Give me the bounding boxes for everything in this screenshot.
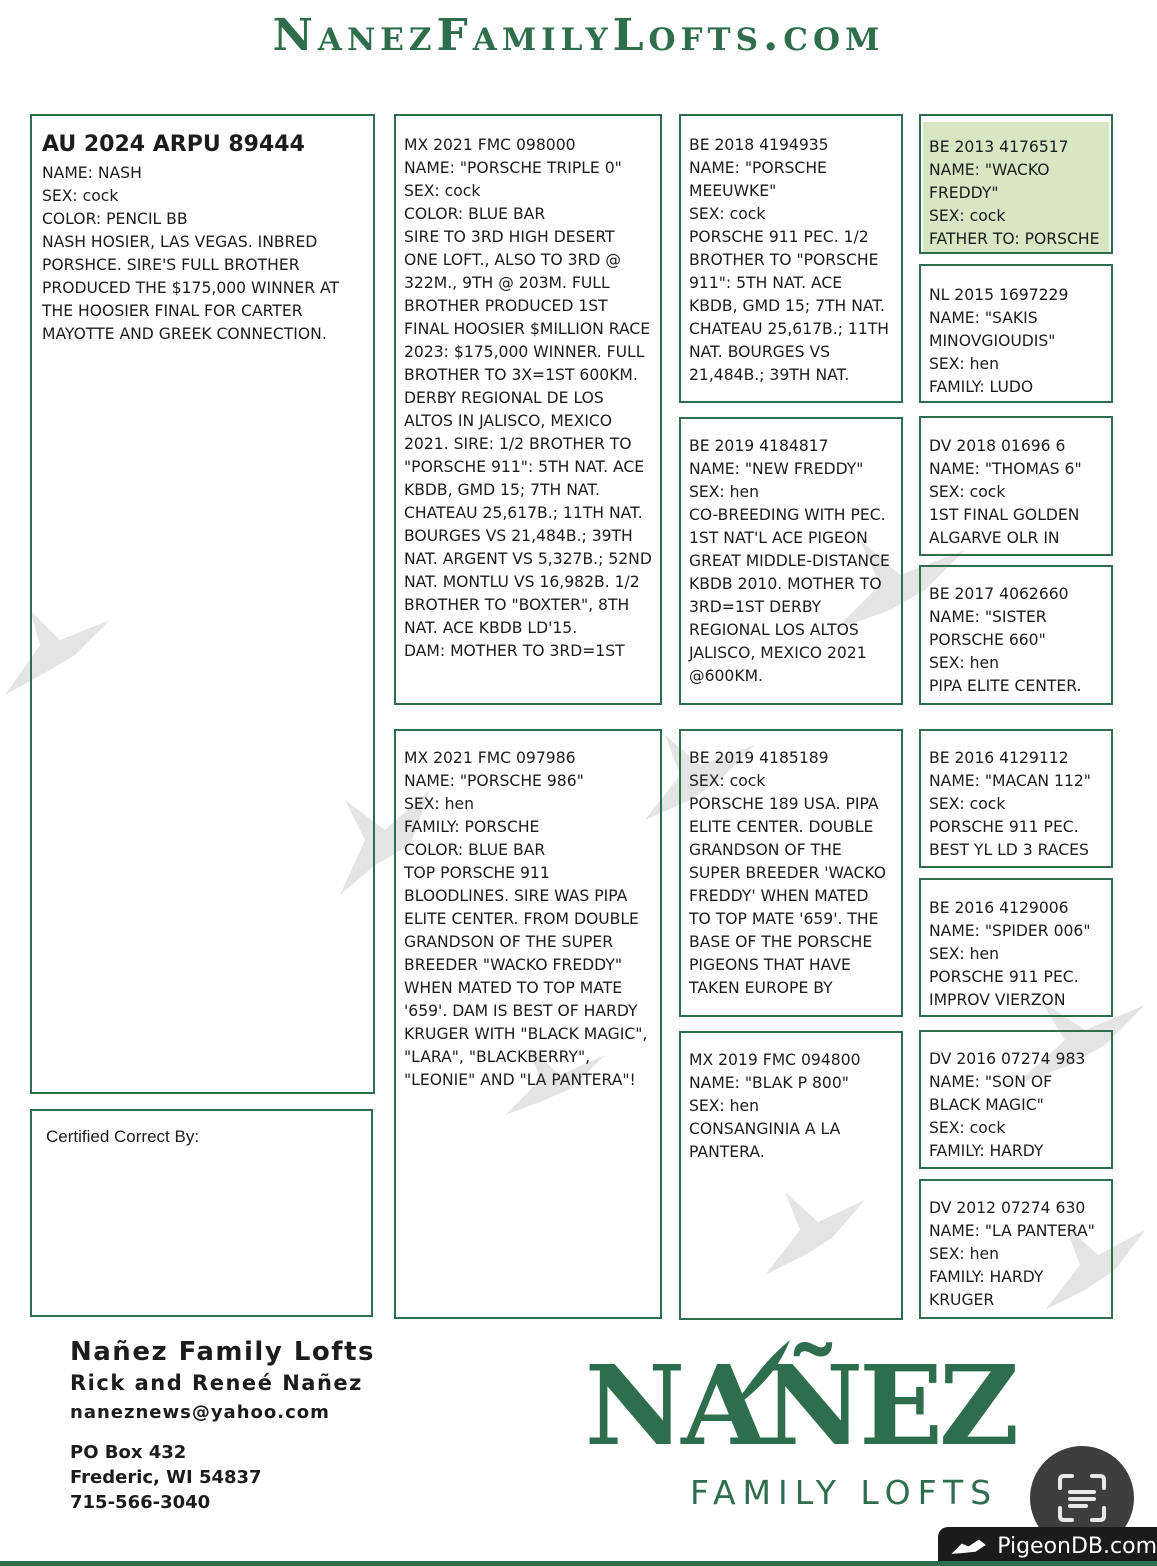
pedigree-line: SEX: hen <box>689 1097 760 1115</box>
pedigree-line: FAMILY: HARDY KRUGER <box>929 1268 1049 1309</box>
phone-number: 715-566-3040 <box>70 1492 211 1513</box>
pedigree-line: 1ST FINAL GOLDEN ALGARVE OLR IN <box>929 506 1085 547</box>
pedigree-id: BE 2016 4129006 <box>929 899 1069 917</box>
pedigree-line: SEX: hen <box>929 1245 1000 1263</box>
pedigree-line: NAME: "SPIDER 006" <box>929 922 1091 940</box>
great-grandparent-box <box>919 1179 1113 1319</box>
pedigree-id: MX 2019 FMC 094800 <box>689 1051 861 1069</box>
nanez-logo <box>570 1335 1030 1515</box>
address-line: Frederic, WI 54837 <box>70 1467 262 1488</box>
pedigree-id: BE 2018 4194935 <box>689 136 829 154</box>
dam-line: NAME: "PORSCHE 986" <box>404 772 584 790</box>
scan-text-icon <box>1052 1468 1112 1528</box>
pedigree-line: PORSCHE 189 USA. PIPA ELITE CENTER. DOUBLE GRANDSON OF THE SUPER BREEDER 'WACKO FREDDY' WHEN MATED TO TOP MATE '659'. THE BASE OF THE PORSCHE PIGEONS THAT HAVE TAKEN EUROPE BY <box>689 795 891 997</box>
pedigree-line: NAME: "PORSCHE MEEUWKE" <box>689 159 832 200</box>
sire-line: COLOR: BLUE BAR <box>404 205 546 223</box>
main-bird-line: SEX: cock <box>42 187 119 205</box>
address-line: PO Box 432 <box>70 1442 187 1463</box>
logo-subtitle: FAMILY LOFTS <box>690 1473 999 1512</box>
pedigree-id: BE 2013 4176517 <box>929 138 1069 156</box>
pedigree-id: BE 2019 4185189 <box>689 749 829 767</box>
pedigree-line: NAME: "LA PANTERA" <box>929 1222 1095 1240</box>
great-grandparent-box <box>919 1030 1113 1169</box>
dam-box <box>394 729 662 1319</box>
pedigree-id: NL 2015 1697229 <box>929 286 1069 304</box>
grandsire-dam-box <box>679 729 903 1017</box>
pedigree-id: DV 2016 07274 983 <box>929 1050 1086 1068</box>
sire-line: DAM: MOTHER TO 3RD=1ST <box>404 642 625 660</box>
pedigree-line: SEX: hen <box>929 355 1000 373</box>
pedigree-line: NAME: "SON OF BLACK MAGIC" <box>929 1073 1058 1114</box>
pedigree-line: NAME: "SISTER PORSCHE 660" <box>929 608 1052 649</box>
sire-box <box>394 114 662 705</box>
pedigree-line: SEX: cock <box>929 1119 1006 1137</box>
dam-id: MX 2021 FMC 097986 <box>404 749 576 767</box>
watermark-text: PigeonDB.com <box>997 1534 1157 1559</box>
owner-names: Rick and Reneé Nañez <box>70 1371 363 1395</box>
logo-wordmark: NAÑEZ <box>584 1341 1016 1470</box>
pedigree-id: BE 2016 4129112 <box>929 749 1069 767</box>
pedigree-line: PORSCHE 911 PEC. <box>929 818 1079 836</box>
granddam-dam-box <box>679 1031 903 1320</box>
pedigree-id: BE 2019 4184817 <box>689 437 829 455</box>
pedigree-line: SEX: hen <box>929 945 1000 963</box>
pedigree-line: SEX: cock <box>929 483 1006 501</box>
granddam-sire-box <box>679 417 903 705</box>
pedigree-line: SEX: hen <box>929 654 1000 672</box>
pedigree-line: FAMILY: HARDY <box>929 1142 1044 1160</box>
pedigree-line: SEX: cock <box>929 795 1006 813</box>
pedigree-line: SEX: cock <box>689 772 766 790</box>
pedigree-line: NAME: "NEW FREDDY" <box>689 460 864 478</box>
main-bird-line: NASH HOSIER, LAS VEGAS. INBRED PORSHCE. SIRE'S FULL BROTHER PRODUCED THE $175,000 WINNER AT THE HOOSIER FINAL FOR CARTER MAYOTTE AND GREEK CONNECTION. <box>42 233 345 343</box>
dam-line: TOP PORSCHE 911 BLOODLINES. SIRE WAS PIPA ELITE CENTER. FROM DOUBLE GRANDSON OF THE SUPER BREEDER "WACKO FREDDY" WHEN MATED TO TOP MATE '659'. DAM IS BEST OF HARDY KRUGER WITH "BLACK MAGIC", "LARA", "BLACKBERRY", "LEONIE" AND "LA PANTERA"! <box>404 864 653 1089</box>
sire-id: MX 2021 FMC 098000 <box>404 136 576 154</box>
pedigree-id: DV 2018 01696 6 <box>929 437 1066 455</box>
pedigree-id: DV 2012 07274 630 <box>929 1199 1086 1217</box>
bottom-divider <box>0 1561 1157 1566</box>
pigeon-logo-icon <box>948 1532 989 1562</box>
pedigree-line: NAME: "BLAK P 800" <box>689 1074 849 1092</box>
pedigree-line: IMPROV VIERZON <box>929 991 1066 1009</box>
pedigree-line: NAME: "WACKO FREDDY" <box>929 161 1055 202</box>
grandsire-sire-box <box>679 114 903 403</box>
dam-line: FAMILY: PORSCHE <box>404 818 540 836</box>
certification-box <box>30 1109 373 1317</box>
main-bird-line: NAME: NASH <box>42 164 142 182</box>
dam-line: SEX: hen <box>404 795 475 813</box>
sire-line: SIRE TO 3RD HIGH DESERT ONE LOFT., ALSO TO 3RD @ 322M., 9TH @ 203M. FULL BROTHER PRODUCED 1ST FINAL HOOSIER $MILLION RACE 2023: $175,000 WINNER. FULL BROTHER TO 3X=1ST 600KM. DERBY REGIONAL DE LOS ALTOS IN JALISCO, MEXICO 2021. SIRE: 1/2 BROTHER TO "PORSCHE 911": 5TH NAT. ACE KBDB, GMD 15; 7TH NAT. CHATEAU 25,617B.; 11TH NAT. BOURGES VS 21,484B.; 39TH NAT. ARGENT VS 5,327B.; 52ND NAT. MONTLU VS 16,982B. 1/2 BROTHER TO "BOXTER", 8TH NAT. ACE KBDB LD'15. <box>404 228 657 637</box>
great-grandparent-box <box>919 729 1113 868</box>
pedigree-line: SEX: hen <box>689 483 760 501</box>
pedigree-line: PORSCHE 911 PEC. 1/2 BROTHER TO "PORSCHE 911": 5TH NAT. ACE KBDB, GMD 15; 7TH NAT. CHATEAU 25,617B.; 11TH NAT. BOURGES VS 21,484B.; 39TH NAT. <box>689 228 894 384</box>
sire-line: SEX: cock <box>404 182 481 200</box>
main-bird-id: AU 2024 ARPU 89444 <box>42 132 305 157</box>
sire-line: NAME: "PORSCHE TRIPLE 0" <box>404 159 622 177</box>
certification-label: Certified Correct By: <box>46 1127 200 1146</box>
dam-line: COLOR: BLUE BAR <box>404 841 546 859</box>
pedigree-line: FATHER TO: PORSCHE <box>929 230 1100 248</box>
pedigree-line: FAMILY: LUDO <box>929 378 1034 396</box>
pedigree-id: BE 2017 4062660 <box>929 585 1069 603</box>
contact-email[interactable]: naneznews@yahoo.com <box>70 1402 330 1423</box>
pedigree-line: SEX: cock <box>689 205 766 223</box>
great-grandparent-box <box>919 114 1113 254</box>
pedigree-line: NAME: "THOMAS 6" <box>929 460 1082 478</box>
main-bird-box <box>30 114 375 1094</box>
pedigree-line: PIPA ELITE CENTER. <box>929 677 1082 695</box>
pedigree-line: CONSANGINIA A LA PANTERA. <box>689 1120 846 1161</box>
main-bird-line: COLOR: PENCIL BB <box>42 210 188 228</box>
contact-info <box>70 1336 375 1515</box>
great-grandparent-box <box>919 565 1113 705</box>
great-grandparent-box <box>919 878 1113 1017</box>
pedigree-line: PORSCHE 911 PEC. <box>929 968 1079 986</box>
pedigree-line: BEST YL LD 3 RACES <box>929 841 1089 859</box>
site-title: NanezFamilyLofts.com <box>272 10 885 61</box>
loft-name: Nañez Family Lofts <box>70 1337 375 1367</box>
pedigree-line: NAME: "MACAN 112" <box>929 772 1091 790</box>
pedigree-line: NAME: "SAKIS MINOVGIOUDIS" <box>929 309 1056 350</box>
great-grandparent-box <box>919 416 1113 556</box>
pedigree-line: SEX: cock <box>929 207 1006 225</box>
pedigree-line: CO-BREEDING WITH PEC. 1ST NAT'L ACE PIGEON GREAT MIDDLE-DISTANCE KBDB 2010. MOTHER TO 3RD=1ST DERBY REGIONAL LOS ALTOS JALISCO, MEXICO 2021 @600KM. <box>689 506 895 685</box>
great-grandparent-box <box>919 264 1113 403</box>
